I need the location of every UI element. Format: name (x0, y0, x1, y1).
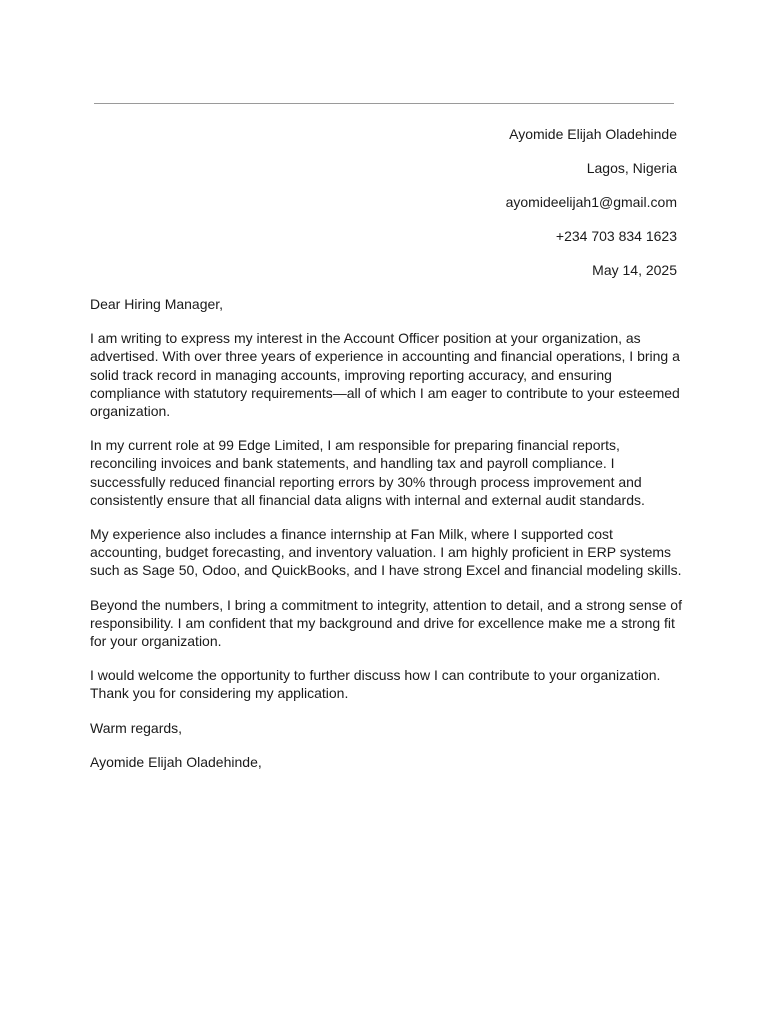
paragraph-conclusion: I would welcome the opportunity to further discuss how I can contribute to your organization. Thank you for considering my application. (90, 667, 661, 702)
header-divider (94, 103, 674, 104)
sender-email: ayomideelijah1@gmail.com (505, 194, 677, 210)
salutation: Dear Hiring Manager, (90, 296, 224, 312)
letter-body (90, 295, 682, 787)
sender-block (177, 125, 677, 295)
paragraph-current-role: In my current role at 99 Edge Limited, I am responsible for preparing financial reports, reconciling invoices and bank statements, and handling tax and payroll compliance. I successfully reduced financial reporting errors by 30% through process improvement and consistently ensure that all financial data aligns with internal and external audit standards. (90, 437, 645, 508)
paragraph-qualities: Beyond the numbers, I bring a commitment to integrity, attention to detail, and a strong sense of responsibility. I am confident that my background and drive for excellence make me a strong fit for your organization. (90, 596, 682, 650)
sender-location: Lagos, Nigeria (586, 160, 677, 176)
sender-phone: +234 703 834 1623 (555, 228, 677, 244)
paragraph-experience: My experience also includes a finance internship at Fan Milk, where I supported cost accounting, budget forecasting, and inventory valuation. I am highly proficient in ERP systems such as Sage 50, Odoo, and QuickBooks, and I have strong Excel and financial modeling skills. (90, 526, 682, 579)
signature: Ayomide Elijah Oladehinde, (90, 753, 262, 770)
paragraph-intro: I am writing to express my interest in the Account Officer position at your organization, as advertised. With over three years of experience in accounting and financial operations, I bring a solid track record in managing accounts, improving reporting accuracy, and ensuring compliance with statutory requirements—all of which I am eager to contribute to your esteemed organization. (90, 330, 680, 420)
sender-name: Ayomide Elijah Oladehinde (509, 126, 677, 142)
letter-date: May 14, 2025 (592, 262, 677, 278)
closing: Warm regards, (90, 719, 183, 736)
